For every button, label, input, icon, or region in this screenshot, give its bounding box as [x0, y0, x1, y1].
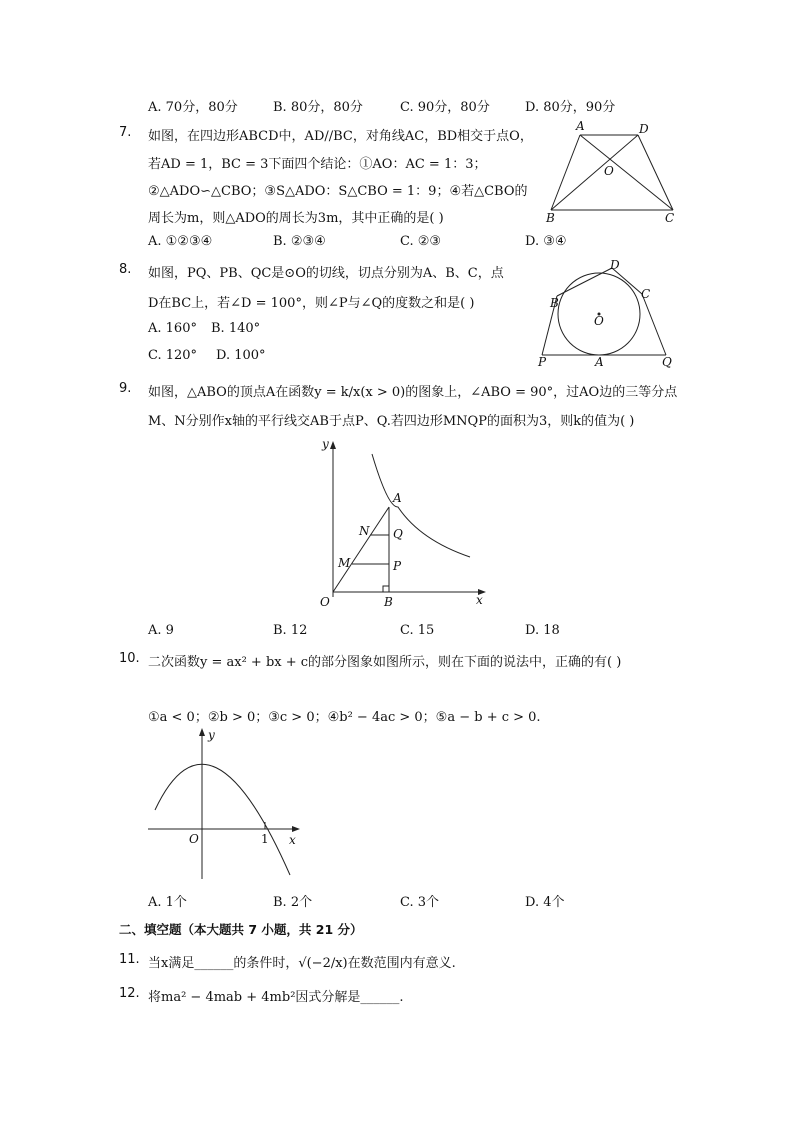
- q9-label-n: N: [359, 524, 370, 538]
- q7-trapezoid-figure: [540, 118, 690, 228]
- q10-option-d: D. 4个: [525, 895, 565, 910]
- q10-option-a: A. 1个: [148, 895, 187, 910]
- q7-option-b: B. ②③④: [273, 234, 326, 249]
- q6-option-a: A. 70分，80分: [148, 100, 238, 115]
- q10-option-b: B. 2个: [273, 895, 313, 910]
- q8-option-d: D. 100°: [216, 348, 266, 363]
- q9-option-b: B. 12: [273, 623, 308, 638]
- q8-line-1: 如图，PQ、PB、QC是⊙O的切线，切点分别为A、B、C，点: [148, 266, 504, 281]
- q6-option-c: C. 90分，80分: [400, 100, 490, 115]
- q10-line-2: ①a < 0；②b > 0；③c > 0；④b² − 4ac > 0；⑤a − b + c > 0.: [148, 710, 541, 725]
- q8-label-c: C: [641, 287, 651, 301]
- q8-label-p: P: [538, 355, 547, 369]
- q12-text: 将ma² − 4mab + 4mb²因式分解是______.: [148, 990, 404, 1005]
- q9-hyperbola-figure: [300, 432, 500, 612]
- q8-circle-figure: [530, 258, 680, 368]
- q8-label-q: Q: [662, 355, 672, 369]
- q7-option-c: C. ②③: [400, 234, 442, 249]
- q12-number: 12.: [119, 986, 140, 1001]
- q10-line-1: 二次函数y = ax² + bx + c的部分图象如图所示，则在下面的说法中，正确的有( ): [148, 655, 622, 670]
- q8-option-b: B. 140°: [211, 321, 261, 336]
- q7-option-d: D. ③④: [525, 234, 567, 249]
- q9-option-a: A. 9: [148, 623, 174, 638]
- q7-option-a: A. ①②③④: [148, 234, 213, 249]
- q8-line-2: D在BC上，若∠D = 100°，则∠P与∠Q的度数之和是( ): [148, 296, 475, 311]
- q9-line-1: 如图，△ABO的顶点A在函数y = k/x(x > 0)的图象上，∠ABO = 90°，过AO边的三等分点: [148, 385, 678, 400]
- q7-line-1: 如图，在四边形ABCD中，AD//BC，对角线AC，BD相交于点O，: [148, 129, 533, 144]
- q9-label-q: Q: [393, 527, 403, 541]
- section-fill-in-heading: 二、填空题（本大题共 7 小题，共 21 分）: [119, 922, 363, 937]
- q7-number: 7.: [119, 125, 132, 140]
- q9-label-a: A: [393, 491, 402, 505]
- q8-option-a: A. 160°: [148, 321, 197, 336]
- q9-label-m: M: [338, 556, 351, 570]
- q11-text: 当x满足______的条件时，√(−2/x)在数范围内有意义.: [148, 956, 456, 971]
- q7-label-b: B: [546, 211, 555, 225]
- q9-label-b: B: [384, 595, 393, 609]
- q8-label-o: O: [594, 314, 604, 328]
- q10-parabola-figure: [140, 725, 310, 885]
- q8-option-c: C. 120°: [148, 348, 198, 363]
- q7-label-a: A: [576, 119, 585, 133]
- q8-label-b: B: [550, 296, 559, 310]
- q9-label-y: y: [322, 437, 329, 451]
- q6-option-d: D. 80分，90分: [525, 100, 616, 115]
- q9-label-o: O: [320, 595, 330, 609]
- q7-label-o: O: [604, 164, 614, 178]
- q9-number: 9.: [119, 381, 132, 396]
- q11-number: 11.: [119, 952, 140, 967]
- q7-label-c: C: [665, 211, 675, 225]
- q10-label-one: 1: [261, 832, 269, 846]
- q7-line-4: 周长为m，则△ADO的周长为3m，其中正确的是( ): [148, 211, 444, 226]
- q7-line-2: 若AD = 1，BC = 3下面四个结论：①AO：AC = 1：3；: [148, 157, 487, 172]
- q6-option-b: B. 80分，80分: [273, 100, 363, 115]
- q10-label-o: O: [189, 832, 199, 846]
- q7-label-d: D: [639, 122, 649, 136]
- q10-number: 10.: [119, 651, 140, 666]
- q9-line-2: M、N分别作x轴的平行线交AB于点P、Q.若四边形MNQP的面积为3，则k的值为( ): [148, 414, 635, 429]
- q9-label-x: x: [476, 593, 483, 607]
- q8-label-d: D: [610, 258, 620, 272]
- q10-option-c: C. 3个: [400, 895, 440, 910]
- q10-label-y: y: [208, 728, 215, 742]
- q8-label-a: A: [595, 355, 604, 369]
- q9-option-d: D. 18: [525, 623, 560, 638]
- q8-number: 8.: [119, 262, 132, 277]
- q7-line-3: ②△ADO∽△CBO；③S△ADO：S△CBO = 1：9；④若△CBO的: [148, 184, 528, 199]
- q9-option-c: C. 15: [400, 623, 435, 638]
- q9-label-p: P: [393, 559, 402, 573]
- q10-label-x: x: [289, 833, 296, 847]
